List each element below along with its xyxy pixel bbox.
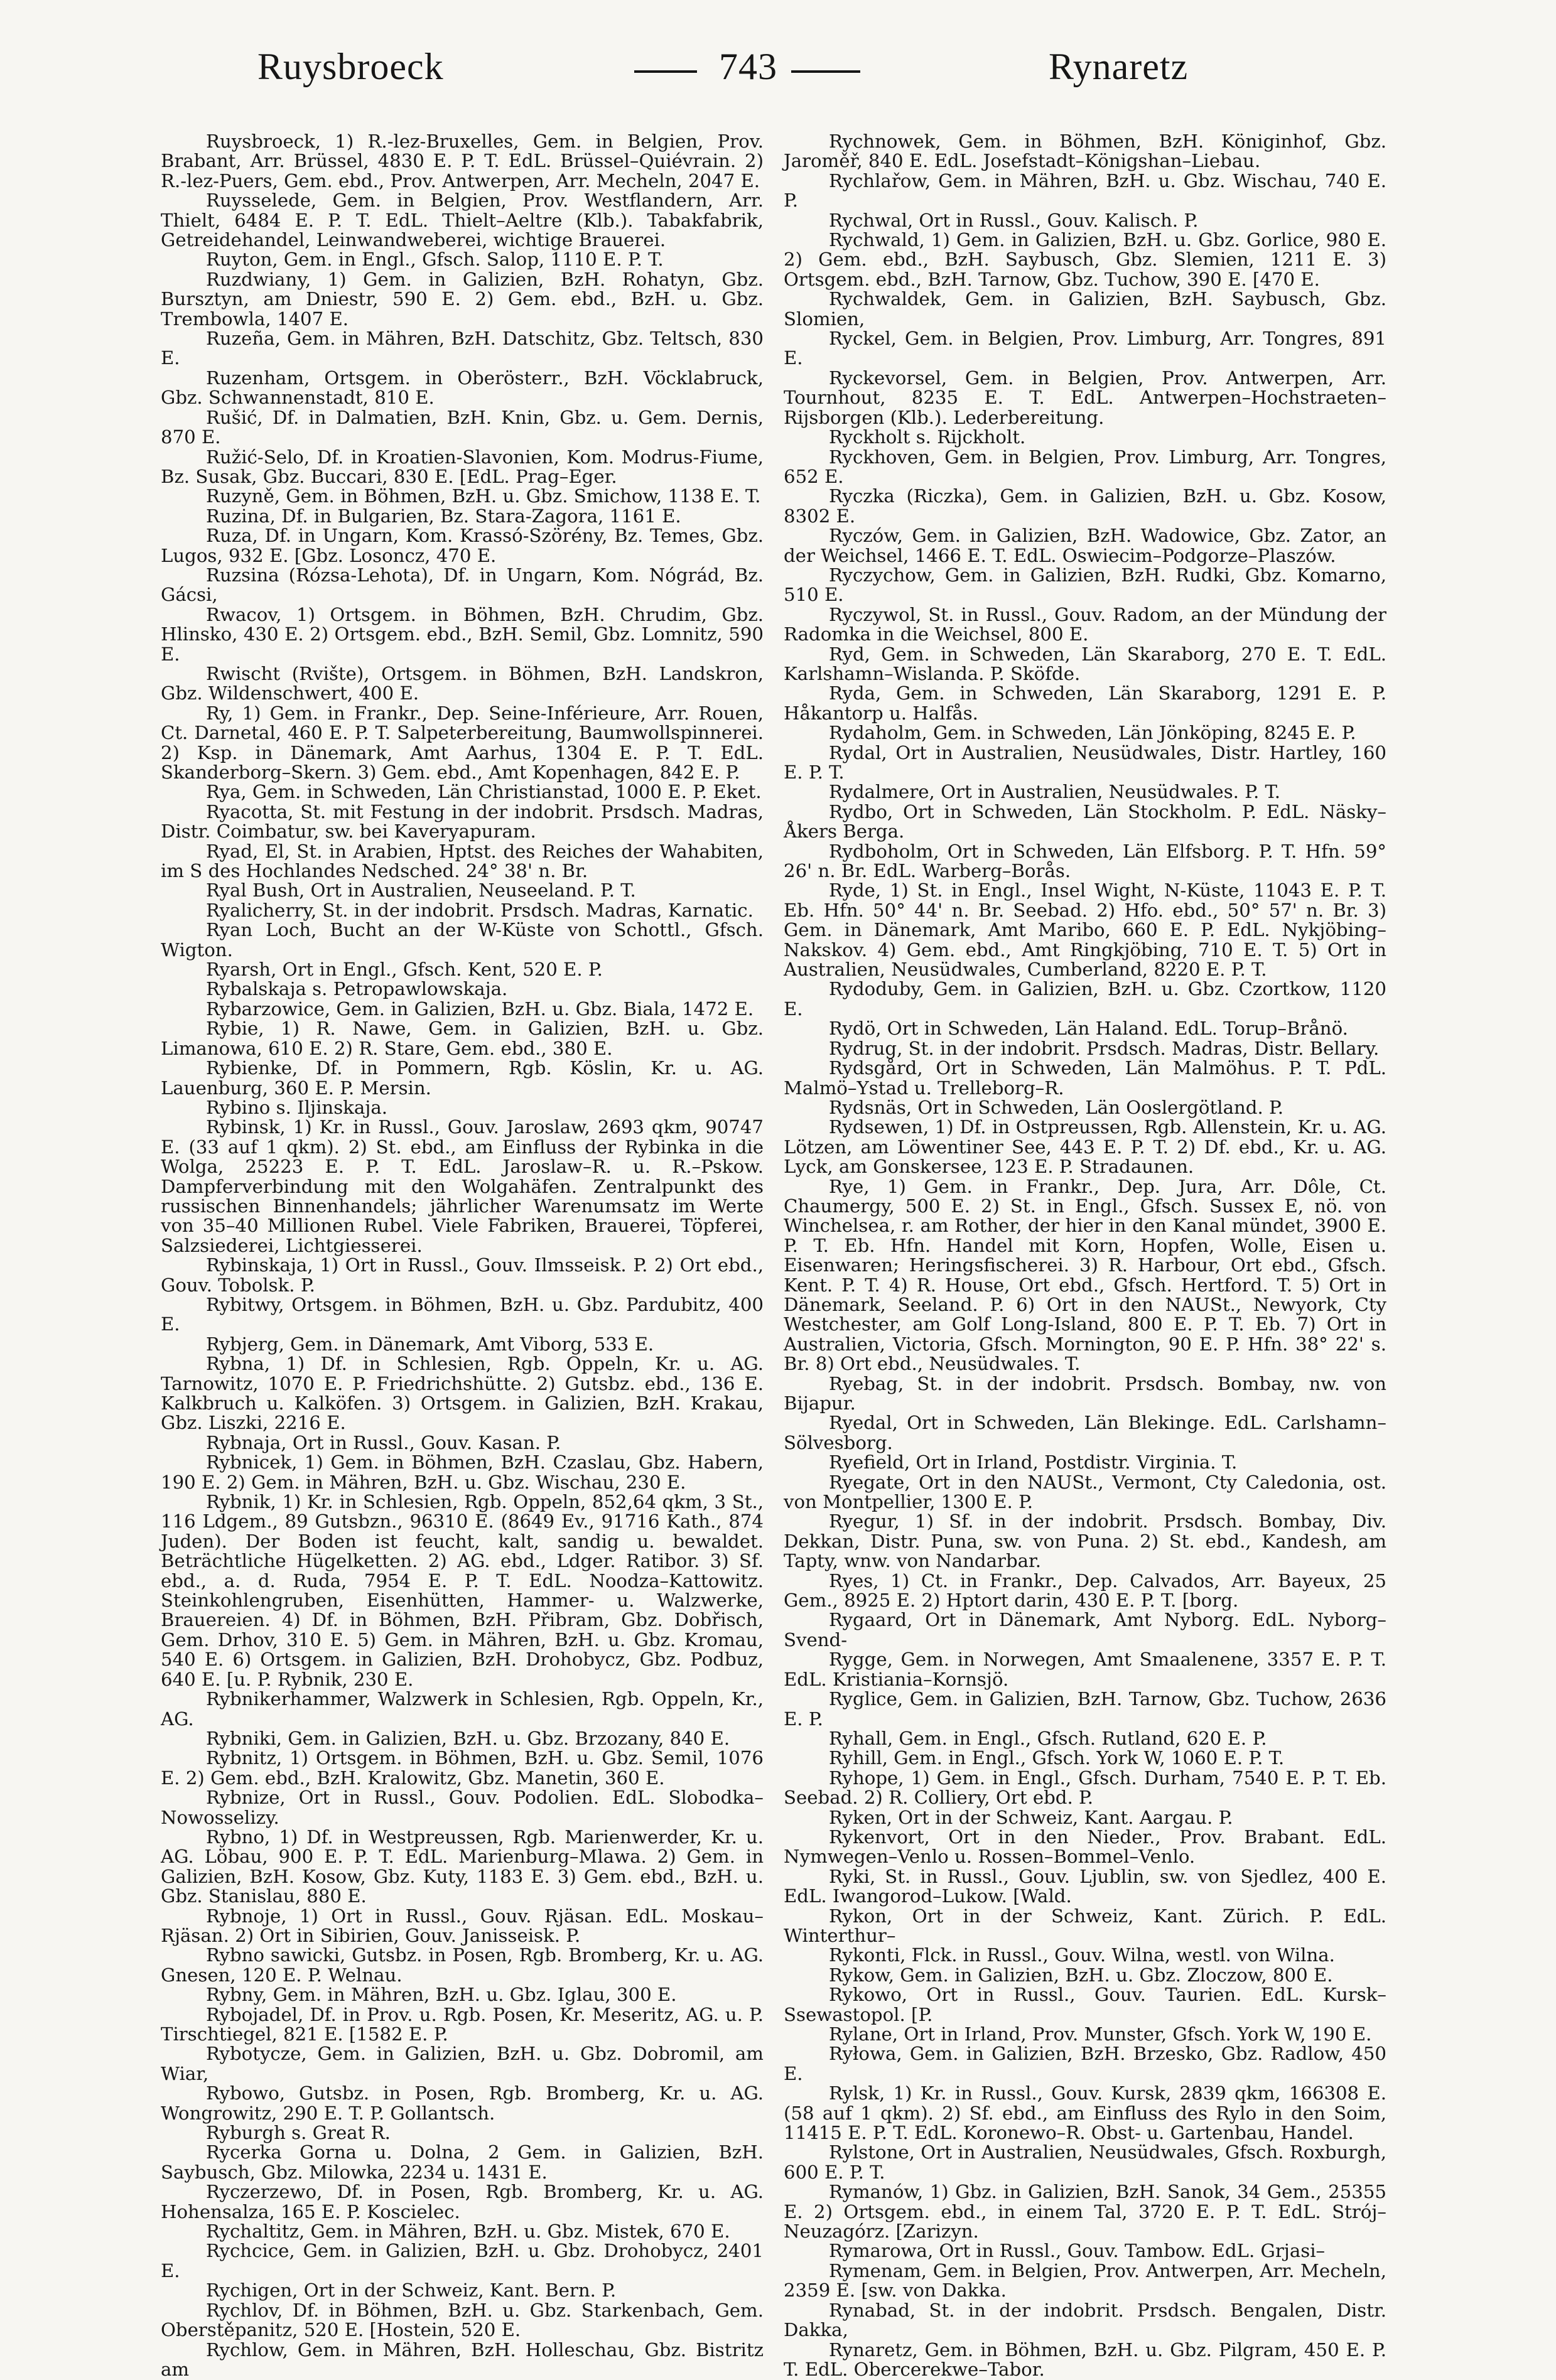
- dictionary-entry: Rybnicek, 1) Gem. in Böhmen, BzH. Czaslau, Gbz. Habern, 190 E. 2) Gem. in Mähren, BzH. u. Gbz. Wischau, 230 E.: [161, 1451, 764, 1493]
- dictionary-entry: Rychnowek, Gem. in Böhmen, BzH. Königinhof, Gbz. Jaroměř, 840 E. EdL. Josefstadt–Königshan–Liebau.: [784, 131, 1386, 172]
- dictionary-entry: Rydsgård, Ort in Schweden, Län Malmöhus. P. T. PdL. Malmö–Ystad u. Trelleborg–R.: [784, 1057, 1386, 1099]
- dictionary-entry: Rybno sawicki, Gutsbz. in Posen, Rgb. Bromberg, Kr. u. AG. Gnesen, 120 E. P. Welnau.: [161, 1944, 764, 1986]
- dictionary-entry: Ryhope, 1) Gem. in Engl., Gfsch. Durham, 7540 E. P. T. Eb. Seebad. 2) R. Colliery, Ort ebd. P.: [784, 1767, 1386, 1809]
- dictionary-entry: Ruysbroeck, 1) R.-lez-Bruxelles, Gem. in Belgien, Prov. Brabant, Arr. Brüssel, 4830 E. P. T. EdL. Brüssel–Quiévrain. 2) R.-lez-Puers, Gem. ebd., Prov. Antwerpen, Arr. Mecheln, 2047 E.: [161, 131, 764, 191]
- dictionary-entry: Ryefield, Ort in Irland, Postdistr. Virginia. T.: [829, 1451, 1238, 1473]
- dictionary-entry: Ryd, Gem. in Schweden, Län Skaraborg, 270 E. T. EdL. Karlshamn–Wislanda. P. Sköfde.: [784, 643, 1386, 684]
- dictionary-entry: Rychcice, Gem. in Galizien, BzH. u. Gbz. Drohobycz, 2401 E.: [161, 2240, 764, 2281]
- dictionary-entry: Rychwal, Ort in Russl., Gouv. Kalisch. P.: [829, 209, 1199, 231]
- page-number: 743: [719, 46, 777, 87]
- left-column: [161, 131, 764, 2380]
- dictionary-entry: Rymenam, Gem. in Belgien, Prov. Antwerpen, Arr. Mecheln, 2359 E. [sw. von Dakka.: [784, 2259, 1386, 2302]
- dictionary-entry: Rychwaldek, Gem. in Galizien, BzH. Saybusch, Gbz. Slomien,: [784, 288, 1386, 330]
- dictionary-entry: Ryhill, Gem. in Engl., Gfsch. York W, 1060 E. P. T.: [829, 1747, 1285, 1769]
- dictionary-entry: Rydrug, St. in der indobrit. Prsdsch. Madras, Distr. Bellary.: [829, 1037, 1380, 1059]
- dictionary-entry: Rybie, 1) R. Nawe, Gem. in Galizien, BzH. u. Gbz. Limanowa, 610 E. 2) R. Stare, Gem. ebd., 380 E.: [161, 1018, 764, 1059]
- dictionary-entry: Ruzina, Df. in Bulgarien, Bz. Stara-Zagora, 1161 E.: [206, 505, 681, 527]
- dictionary-entry: Ryckel, Gem. in Belgien, Prov. Limburg, Arr. Tongres, 891 E.: [784, 328, 1386, 369]
- dictionary-entry: Rybnik, 1) Kr. in Schlesien, Rgb. Oppeln, 852,64 qkm, 3 St., 116 Ldgem., 89 Gutsbzn., 96310 E. (8649 Ev., 91716 Kath., 874 Juden). Der Boden ist feucht, kalt, sandig u. bewaldet. Beträchtliche Hügelketten. 2) AG. ebd., Ldger. Ratibor. 3) Sf. ebd., a. d. Ruda, 7954 E. P. T. EdL. Noodza–Kattowitz. Steinkohlengruben, Eisenhütten, Hammer- u. Walzwerke, Brauereien. 4) Df. in Böhmen, BzH. Přibram, Gbz. Dobřisch, Gem. Drhov, 310 E. 5) Gem. in Mähren, BzH. u. Gbz. Kromau, 540 E. 6) Ortsgem. in Galizien, BzH. Drohobycz, Gbz. Podbuz, 640 E. [u. P. Rybnik, 230 E.: [161, 1491, 764, 1690]
- dictionary-entry: Ryes, 1) Ct. in Frankr., Dep. Calvados, Arr. Bayeux, 25 Gem., 8925 E. 2) Hptort darin, 430 E. P. T. [borg.: [784, 1570, 1386, 1612]
- dictionary-entry: Rygge, Gem. in Norwegen, Amt Smaalenene, 3357 E. P. T. EdL. Kristiania–Kornsjö.: [784, 1649, 1386, 1690]
- dictionary-entry: Ryczów, Gem. in Galizien, BzH. Wadowice, Gbz. Zator, an der Weichsel, 1466 E. T. EdL. Oswiecim–Podgorze–Plaszów.: [784, 525, 1386, 566]
- dictionary-entry: Ryda, Gem. in Schweden, Län Skaraborg, 1291 E. P. Håkantorp u. Halfås.: [784, 682, 1386, 724]
- dictionary-entry: Ruza, Df. in Ungarn, Kom. Krassó-Szörény, Bz. Temes, Gbz. Lugos, 932 E. [Gbz. Losoncz, 470 E.: [161, 525, 764, 566]
- dictionary-entry: Rydalmere, Ort in Australien, Neusüdwales. P. T.: [829, 781, 1280, 803]
- dictionary-entry: Rydbo, Ort in Schweden, Län Stockholm. P. EdL. Näsky–Åkers Berga.: [784, 800, 1386, 843]
- dictionary-entry: Rykenvort, Ort in den Nieder., Prov. Brabant. EdL. Nymwegen–Venlo u. Rossen–Bommel–Venlo.: [784, 1826, 1386, 1868]
- dictionary-entry: Ryczychow, Gem. in Galizien, BzH. Rudki, Gbz. Komarno, 510 E.: [784, 564, 1386, 606]
- page-header: [0, 0, 1556, 144]
- dictionary-entry: Ryłowa, Gem. in Galizien, BzH. Brzesko, Gbz. Radlow, 450 E.: [784, 2043, 1386, 2084]
- dictionary-entry: Ruyton, Gem. in Engl., Gfsch. Salop, 1110 E. P. T.: [206, 249, 664, 271]
- dictionary-entry: Rynabad, St. in der indobrit. Prsdsch. Bengalen, Distr. Dakka,: [784, 2299, 1386, 2341]
- dictionary-entry: Ryal Bush, Ort in Australien, Neuseeland. P. T.: [206, 880, 636, 902]
- dictionary-entry: Ryki, St. in Russl., Gouv. Ljublin, sw. von Sjedlez, 400 E. EdL. Iwangorod–Lukow. [Wald.: [784, 1865, 1386, 1907]
- running-head-right: Rynaretz: [1049, 46, 1189, 87]
- dictionary-entry: Rybotycze, Gem. in Galizien, BzH. u. Gbz. Dobromil, am Wiar,: [161, 2043, 764, 2084]
- dictionary-entry: Rybienke, Df. in Pommern, Rgb. Köslin, Kr. u. AG. Lauenburg, 360 E. P. Mersin.: [161, 1057, 764, 1099]
- header-rule-right: [791, 70, 860, 73]
- dictionary-entry: Ruysselede, Gem. in Belgien, Prov. Westflandern, Arr. Thielt, 6484 E. P. T. EdL. Thielt–Aeltre (Klb.). Tabakfabrik, Getreidehandel, Leinwandweberei, wichtige Brauerei.: [161, 190, 764, 251]
- dictionary-entry: Ryad, El, St. in Arabien, Hptst. des Reiches der Wahabiten, im S des Hochlandes Nedsched. 24° 38' n. Br.: [161, 840, 764, 882]
- dictionary-entry: Rydsnäs, Ort in Schweden, Län Ooslergötland. P.: [829, 1096, 1284, 1118]
- dictionary-entry: Rybinsk, 1) Kr. in Russl., Gouv. Jaroslaw, 2693 qkm, 90747 E. (33 auf 1 qkm). 2) St. ebd., am Einfluss der Rybinka in die Wolga, 25223 E. P. T. EdL. Jaroslaw–R. u. R.–Pskow. Dampferverbindung mit den Wolgahäfen. Zentralpunkt des russischen Binnenhandels; jährlicher Warenumsatz im Werte von 35–40 Millionen Rubel. Viele Fabriken, Brauerei, Töpferei, Salzsiederei, Lichtgiesserei.: [161, 1116, 764, 1256]
- right-column: [784, 131, 1386, 2380]
- dictionary-entry: Rybny, Gem. in Mähren, BzH. u. Gbz. Iglau, 300 E.: [206, 1984, 677, 2006]
- dictionary-entry: Rychigen, Ort in der Schweiz, Kant. Bern. P.: [206, 2280, 617, 2302]
- dictionary-entry: Ryczywol, St. in Russl., Gouv. Radom, an der Mündung der Radomka in die Weichsel, 800 E.: [784, 603, 1386, 645]
- dictionary-entry: Rybjerg, Gem. in Dänemark, Amt Viborg, 533 E.: [206, 1333, 654, 1355]
- dictionary-entry: Ružić-Selo, Df. in Kroatien-Slavonien, Kom. Modrus-Fiume, Bz. Susak, Gbz. Buccari, 830 E. [EdL. Prag–Eger.: [161, 446, 764, 487]
- dictionary-entry: Ryalicherry, St. in der indobrit. Prsdsch. Madras, Karnatic.: [206, 899, 754, 921]
- dictionary-entry: Rybniki, Gem. in Galizien, BzH. u. Gbz. Brzozany, 840 E.: [206, 1727, 730, 1749]
- running-head-left: Ruysbroeck: [257, 46, 444, 87]
- dictionary-entry: Ryburgh s. Great R.: [206, 2122, 391, 2144]
- dictionary-entry: Rybna, 1) Df. in Schlesien, Rgb. Oppeln, Kr. u. AG. Tarnowitz, 1070 E. P. Friedrichshütte. 2) Gutsbz. ebd., 136 E. Kalkbruch u. Kalköfen. 3) Ortsgem. in Galizien, BzH. Krakau, Gbz. Liszki, 2216 E.: [161, 1353, 764, 1434]
- dictionary-entry: Rykowo, Ort in Russl., Gouv. Taurien. EdL. Kursk–Ssewastopol. [P.: [784, 1984, 1386, 2025]
- dictionary-entry: Rykonti, Flck. in Russl., Gouv. Wilna, westl. von Wilna.: [829, 1944, 1335, 1966]
- dictionary-entry: Ryczka (Riczka), Gem. in Galizien, BzH. u. Gbz. Kosow, 8302 E.: [784, 485, 1386, 527]
- dictionary-entry: Rybno, 1) Df. in Westpreussen, Rgb. Marienwerder, Kr. u. AG. Löbau, 900 E. P. T. EdL. Marienburg–Mlawa. 2) Gem. in Galizien, BzH. Kosow, Gbz. Kuty, 1183 E. 3) Gem. ebd., BzH. u. Gbz. Stanislau, 880 E.: [161, 1826, 764, 1907]
- dictionary-entry: Ryken, Ort in der Schweiz, Kant. Aargau. P.: [829, 1806, 1233, 1828]
- dictionary-entry: Rydsewen, 1) Df. in Ostpreussen, Rgb. Allenstein, Kr. u. AG. Lötzen, am Löwentiner See, 443 E. P. T. 2) Df. ebd., Kr. u. AG. Lyck, am Gonskersee, 123 E. P. Stradaunen.: [784, 1116, 1386, 1178]
- dictionary-entry: Rwischt (Rvište), Ortsgem. in Böhmen, BzH. Landskron, Gbz. Wildenschwert, 400 E.: [161, 662, 764, 704]
- dictionary-entry: Rycerka Gorna u. Dolna, 2 Gem. in Galizien, BzH. Saybusch, Gbz. Milowka, 2234 u. 1431 E.: [161, 2141, 764, 2183]
- dictionary-entry: Rychwald, 1) Gem. in Galizien, BzH. u. Gbz. Gorlice, 980 E. 2) Gem. ebd., BzH. Saybusch, Gbz. Slemien, 1211 E. 3) Ortsgem. ebd., BzH. Tarnow, Gbz. Tuchow, 390 E. [470 E.: [784, 229, 1386, 290]
- dictionary-entry: Ruzyně, Gem. in Böhmen, BzH. u. Gbz. Smichow, 1138 E. T.: [206, 485, 761, 507]
- dictionary-entry: Rybinskaja, 1) Ort in Russl., Gouv. Ilmsseisk. P. 2) Ort ebd., Gouv. Tobolsk. P.: [161, 1254, 764, 1296]
- dictionary-entry: Rybnoje, 1) Ort in Russl., Gouv. Rjäsan. EdL. Moskau–Rjäsan. 2) Ort in Sibirien, Gouv. Janisseisk. P.: [161, 1905, 764, 1946]
- dictionary-entry: Ruzdwiany, 1) Gem. in Galizien, BzH. Rohatyn, Gbz. Bursztyn, am Dniestr, 590 E. 2) Gem. ebd., BzH. u. Gbz. Trembowla, 1407 E.: [161, 268, 764, 330]
- dictionary-entry: Rybowo, Gutsbz. in Posen, Rgb. Bromberg, Kr. u. AG. Wongrowitz, 290 E. T. P. Gollantsch.: [161, 2082, 764, 2124]
- dictionary-entry: Ryczerzewo, Df. in Posen, Rgb. Bromberg, Kr. u. AG. Hohensalza, 165 E. P. Koscielec.: [161, 2181, 764, 2222]
- dictionary-entry: Rye, 1) Gem. in Frankr., Dep. Jura, Arr. Dôle, Ct. Chaumergy, 500 E. 2) St. in Engl., Gfsch. Sussex E, nö. von Winchelsea, r. am Rother, der hier in den Kanal mündet, 3900 E. P. T. Eb. Hfn. Handel mit Korn, Hopfen, Wolle, Eisen u. Eisenwaren; Heringsfischerei. 3) R. Harbour, Ort ebd., Gfsch. Kent. P. T. 4) R. House, Ort ebd., Gfsch. Hertford. T. 5) Ort in Dänemark, Seeland. P. 6) Ort in den NAUSt., Newyork, Cty Westchester, am Golf Long-Island, 800 E. P. T. Eb. 7) Ort in Australien, Victoria, Gfsch. Mornington, 90 E. P. Hfn. 38° 22' s. Br. 8) Ort ebd., Neusüdwales. T.: [784, 1175, 1386, 1375]
- dictionary-entry: Ryckholt s. Rijckholt.: [829, 426, 1026, 448]
- dictionary-entry: Rychlařow, Gem. in Mähren, BzH. u. Gbz. Wischau, 740 E. P.: [784, 170, 1386, 212]
- dictionary-entry: Rychlow, Gem. in Mähren, BzH. Holleschau, Gbz. Bistritz am: [161, 2339, 764, 2380]
- header-rule-left: [634, 70, 697, 73]
- dictionary-entry: Ruzsina (Rózsa-Lehota), Df. in Ungarn, Kom. Nógrád, Bz. Gácsi,: [161, 564, 764, 606]
- dictionary-entry: Ryegur, 1) Sf. in der indobrit. Prsdsch. Bombay, Div. Dekkan, Distr. Puna, sw. von Puna. 2) St. ebd., Kandesh, am Tapty, wnw. von Nandarbar.: [784, 1510, 1386, 1572]
- dictionary-entry: Ryebag, St. in der indobrit. Prsdsch. Bombay, nw. von Bijapur.: [784, 1372, 1386, 1414]
- dictionary-entry: Rybalskaja s. Petropawlowskaja.: [206, 978, 508, 1000]
- dictionary-entry: Rydal, Ort in Australien, Neusüdwales, Distr. Hartley, 160 E. P. T.: [784, 741, 1386, 783]
- dictionary-entry: Rydoduby, Gem. in Galizien, BzH. u. Gbz. Czortkow, 1120 E.: [784, 978, 1386, 1020]
- dictionary-entry: Ryglice, Gem. in Galizien, BzH. Tarnow, Gbz. Tuchow, 2636 E. P.: [784, 1688, 1386, 1730]
- dictionary-entry: Rylsk, 1) Kr. in Russl., Gouv. Kursk, 2839 qkm, 166308 E. (58 auf 1 qkm). 2) Sf. ebd., am Einfluss des Rylo in den Soim, 11415 E. P. T. EdL. Koronewo–R. Obst- u. Gartenbau, Handel.: [784, 2082, 1386, 2144]
- dictionary-entry: Rybnikerhammer, Walzwerk in Schlesien, Rgb. Oppeln, Kr., AG.: [161, 1688, 764, 1730]
- dictionary-entry: Ruzeña, Gem. in Mähren, BzH. Datschitz, Gbz. Teltsch, 830 E.: [161, 328, 764, 369]
- dictionary-entry: Rybitwy, Ortsgem. in Böhmen, BzH. u. Gbz. Pardubitz, 400 E.: [161, 1293, 764, 1335]
- dictionary-entry: Rybojadel, Df. in Prov. u. Rgb. Posen, Kr. Meseritz, AG. u. P. Tirschtiegel, 821 E. [1582 E. P.: [161, 2003, 764, 2045]
- dictionary-entry: Ryckhoven, Gem. in Belgien, Prov. Limburg, Arr. Tongres, 652 E.: [784, 446, 1386, 487]
- dictionary-entry: Rynaretz, Gem. in Böhmen, BzH. u. Gbz. Pilgram, 450 E. P. T. EdL. Obercerekwe–Tabor.: [784, 2339, 1386, 2380]
- dictionary-entry: Rykon, Ort in der Schweiz, Kant. Zürich. P. EdL. Winterthur–: [784, 1905, 1386, 1946]
- dictionary-entry: Rybnitz, 1) Ortsgem. in Böhmen, BzH. u. Gbz. Semil, 1076 E. 2) Gem. ebd., BzH. Kralowitz, Gbz. Manetin, 360 E.: [161, 1747, 764, 1789]
- dictionary-entry: Rylane, Ort in Irland, Prov. Munster, Gfsch. York W, 190 E.: [829, 2023, 1372, 2045]
- dictionary-entry: Rušić, Df. in Dalmatien, BzH. Knin, Gbz. u. Gem. Dernis, 870 E.: [161, 406, 764, 448]
- dictionary-entry: Rymarowa, Ort in Russl., Gouv. Tambow. EdL. Grjasi–: [829, 2240, 1326, 2262]
- dictionary-entry: Ryckevorsel, Gem. in Belgien, Prov. Antwerpen, Arr. Tournhout, 8235 E. T. EdL. Antwerpen–Hochstraeten–Rijsborgen (Klb.). Lederbereitung.: [784, 367, 1386, 428]
- dictionary-entry: Rydboholm, Ort in Schweden, Län Elfsborg. P. T. Hfn. 59° 26' n. Br. EdL. Warberg–Borås.: [784, 840, 1386, 882]
- dictionary-entry: Ryarsh, Ort in Engl., Gfsch. Kent, 520 E. P.: [206, 959, 603, 981]
- dictionary-entry: Rya, Gem. in Schweden, Län Christianstad, 1000 E. P. Eket.: [206, 781, 762, 803]
- dictionary-entry: Rymanów, 1) Gbz. in Galizien, BzH. Sanok, 34 Gem., 25355 E. 2) Ortsgem. ebd., in einem Tal, 3720 E. P. T. EdL. Strój–Neuzagórz. [Zarizyn.: [784, 2181, 1386, 2243]
- dictionary-entry: Rwacov, 1) Ortsgem. in Böhmen, BzH. Chrudim, Gbz. Hlinsko, 430 E. 2) Ortsgem. ebd., BzH. Semil, Gbz. Lomnitz, 590 E.: [161, 603, 764, 665]
- dictionary-entry: Rydaholm, Gem. in Schweden, Län Jönköping, 8245 E. P.: [829, 722, 1356, 744]
- dictionary-entry: Rychaltitz, Gem. in Mähren, BzH. u. Gbz. Mistek, 670 E.: [206, 2221, 730, 2243]
- dictionary-entry: Rygaard, Ort in Dänemark, Amt Nyborg. EdL. Nyborg–Svend-: [784, 1609, 1386, 1650]
- dictionary-entry: Rybnaja, Ort in Russl., Gouv. Kasan. P.: [206, 1431, 561, 1453]
- dictionary-entry: Ryde, 1) St. in Engl., Insel Wight, N-Küste, 11043 E. P. T. Eb. Hfn. 50° 44' n. Br. Seebad. 2) Hfo. ebd., 50° 57' n. Br. 3) Gem. in Dänemark, Amt Maribo, 660 E. P. EdL. Nykjöbing–Nakskov. 4) Gem. ebd., Amt Ringkjöbing, 710 E. T. 5) Ort in Australien, Neusüdwales, Cumberland, 8220 E. P. T.: [784, 880, 1386, 981]
- dictionary-entry: Rychlov, Df. in Böhmen, BzH. u. Gbz. Starkenbach, Gem. Oberstěpanitz, 520 E. [Hostein, 520 E.: [161, 2299, 764, 2341]
- dictionary-entry: Ruzenham, Ortsgem. in Oberösterr., BzH. Vöcklabruck, Gbz. Schwannenstadt, 810 E.: [161, 367, 764, 409]
- dictionary-entry: Ryhall, Gem. in Engl., Gfsch. Rutland, 620 E. P.: [829, 1727, 1267, 1749]
- dictionary-entry: Ryan Loch, Bucht an der W-Küste von Schottl., Gfsch. Wigton.: [161, 919, 764, 961]
- dictionary-entry: Ryedal, Ort in Schweden, Län Blekinge. EdL. Carlshamn–Sölvesborg.: [784, 1412, 1386, 1453]
- dictionary-entry: Rydö, Ort in Schweden, Län Haland. EdL. Torup–Brånö.: [829, 1018, 1348, 1040]
- dictionary-entry: Rylstone, Ort in Australien, Neusüdwales, Gfsch. Roxburgh, 600 E. P. T.: [784, 2141, 1386, 2183]
- dictionary-entry: Rybino s. Iljinskaja.: [206, 1096, 387, 1118]
- dictionary-entry: Rykow, Gem. in Galizien, BzH. u. Gbz. Zloczow, 800 E.: [829, 1964, 1333, 1986]
- dictionary-entry: Ryegate, Ort in den NAUSt., Vermont, Cty Caledonia, ost. von Montpellier, 1300 E. P.: [784, 1471, 1386, 1513]
- dictionary-entry: Ryacotta, St. mit Festung in der indobrit. Prsdsch. Madras, Distr. Coimbatur, sw. bei Kaveryapuram.: [161, 800, 764, 843]
- dictionary-entry: Rybarzowice, Gem. in Galizien, BzH. u. Gbz. Biala, 1472 E.: [206, 998, 754, 1020]
- dictionary-entry: Rybnize, Ort in Russl., Gouv. Podolien. EdL. Slobodka–Nowosselizy.: [161, 1787, 764, 1828]
- dictionary-entry: Ry, 1) Gem. in Frankr., Dep. Seine-Inférieure, Arr. Rouen, Ct. Darnetal, 460 E. P. T. Salpeterbereitung, Baumwollspinnerei. 2) Ksp. in Dänemark, Amt Aarhus, 1304 E. P. T. EdL. Skanderborg–Skern. 3) Gem. ebd., Amt Kopenhagen, 842 E. P.: [161, 702, 764, 783]
